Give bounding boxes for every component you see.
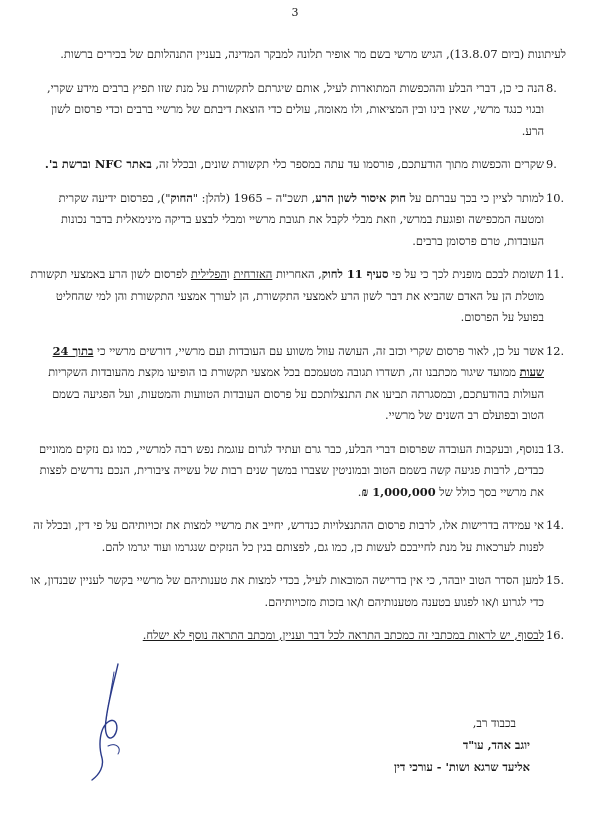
paragraph-11	[28, 264, 566, 329]
paragraph-number: .8	[546, 80, 557, 95]
paragraph-text: בנוסף, ובעקבות העובדה שפרסום דברי הבלע, כבר גרם ועתיד לגרום עוגמת נפש רבה למרשיי, כמו גם נזקים ממוניים כבדים, לרבות פגיעה קשה בשמם הטוב ובמוניטין שצברו במשך שנים רבות של עשייה ציבורית, הנכם נדרשים לפצות את מרשיי בסך כולל של	[38, 441, 544, 499]
paragraph-text: סעיף 11 לחוק	[321, 267, 389, 281]
paragraph-text: חוק איסור לשון הרע	[315, 190, 406, 205]
paragraph-number: .13	[546, 441, 565, 456]
paragraph-text: למען הסדר הטוב יובהר, כי אין בדרישה המובאות לעיל, בכדי למצות את טענותיהם של מרשיי בקשר לעניין שבנדון, או כדי לגרוע ו/או לפגוע בטענה מטענותיהם ו/או בזכות מזכויותיהם.	[30, 573, 544, 609]
paragraph-16	[28, 625, 566, 647]
paragraph-text: "), בפרסום ידיעה שקרית ומטעה המכפישה ופוגעת במרשי, וזאת מבלי לקבל את תגובת מרשיי ומבלי לבצע בדיקה מינימאלית בדבר נכונות העובדות, טרם פרסומן ברבים.	[58, 190, 544, 248]
paragraph-text: החוק	[170, 190, 193, 205]
paragraph-text: ו	[226, 267, 234, 281]
paragraph-text: , תשכ"ה – 1965 (להלן: "	[192, 190, 316, 205]
paragraph-14	[28, 515, 566, 558]
paragraph-text: תשומת לבכם מופנית לכך כי על פי	[388, 267, 544, 281]
paragraph-text: ממועד שיגור מכתבנו זה, תשדרו תגובה מטעמכם בכל אמצעי תקשורת בו הופיעו מקצת מהעובדות השקריות העולות בהודעתכם, ובמסגרתה תביעו את התנצלותכם על פרסום העובדות הטוועות והמטעות, ועל הפגיעה בשמם הטוב ובפועלם רב השנים של מרשיי.	[48, 365, 544, 422]
paragraph-15	[28, 570, 566, 613]
numbered-paragraphs	[28, 78, 566, 647]
paragraph-text: האזרחית	[233, 267, 273, 281]
paragraph-9	[28, 154, 566, 176]
paragraph-text: אי עמידה בדרישות אלו, לרבות פרסום ההתנצלויות כנדרש, יחייב את מרשיי למצות את זכויותיהם על פי דין, ובכלל זה לפנות לערכאות על מנת לחייבכם לעשות כן, כמו גם, לפצותם בגין כל הנזקים שנגרמו ועוד יגרמו להם.	[33, 518, 544, 554]
paragraph-text: באתר NFC וברשת ב'.	[44, 157, 152, 171]
paragraph-text: לפרסום לשון הרע באמצעי תקשורת מוטלת הן על האדם שהביא את דבר לשון הרע לאמצעי התקשורת, הן לעורך אמצעי התקשורת והן למי שהחליט בפועל על הפרסום.	[30, 267, 544, 324]
paragraph-10	[28, 188, 566, 253]
paragraph-text: בתוך 24 שעות	[52, 343, 544, 379]
signature-name-1: יוגב אהד, עו"ד	[462, 738, 530, 752]
intro-paragraph: לעיתונות (ביום 13.8.07), הגיש מרשי בשם מר אופיר תלונה למבקר המדינה, בעניין התנהלותם של בכירים ברשות.	[60, 47, 566, 61]
paragraph-8	[28, 78, 566, 143]
paragraph-number: .10	[546, 190, 565, 205]
paragraph-13	[28, 439, 566, 504]
paragraph-text: שקרים והכפשות מתוך הודעתכם, פורסמו עד עתה במספר כלי תקשורת שונים, ובכלל זה,	[151, 157, 544, 171]
signature-name-2: אליעד שרגא ושות' - עורכי דין	[393, 760, 530, 774]
paragraph-number: .16	[546, 628, 565, 642]
paragraph-text: הפלילית	[190, 267, 227, 281]
paragraph-text: אשר על כן, לאור פרסום שקרי וכזב זה, העושה עוול משווע עם העובדות ועם מרשיי, דורשים מרשיי כי	[93, 343, 544, 358]
paragraph-text: למותר לציין כי בכך עברתם על	[405, 190, 544, 205]
paragraph-12	[28, 341, 566, 427]
paragraph-number: .14	[546, 518, 565, 532]
paragraph-number: .11	[546, 267, 565, 281]
signature-closing: בכבוד רב,	[472, 716, 516, 730]
handwritten-signature	[78, 662, 142, 782]
paragraph-text: הנה כי כן, דברי הבלע וההכפשות המתוארות לעיל, אותם שיגרתם לתקשורת על מנת שזו תפיץ ברבים מידע שקרי, ובגוי כנגד מרשי, שאין בינו ובין המציאות, ולו מאומה, עולים כדי הוצאת דיבתם של מרשיי ברבים וכדי פרסום לשון הרע.	[46, 80, 544, 138]
paragraph-number: .15	[546, 573, 565, 587]
letter-body	[28, 44, 566, 659]
signature-block	[394, 712, 530, 778]
paragraph-number: .12	[546, 343, 565, 358]
paragraph-text: , האחריות	[272, 267, 322, 281]
paragraph-text: לבסוף, יש לראות במכתבי זה כמכתב התראה לכל דבר ועניין, ומכתב התראה נוסף לא ישלח.	[142, 628, 544, 642]
page-number: 3	[291, 6, 299, 19]
paragraph-number: .9	[546, 157, 557, 171]
paragraph-text: .	[357, 484, 362, 499]
paragraph-text: 1,000,000 ₪	[361, 484, 436, 499]
